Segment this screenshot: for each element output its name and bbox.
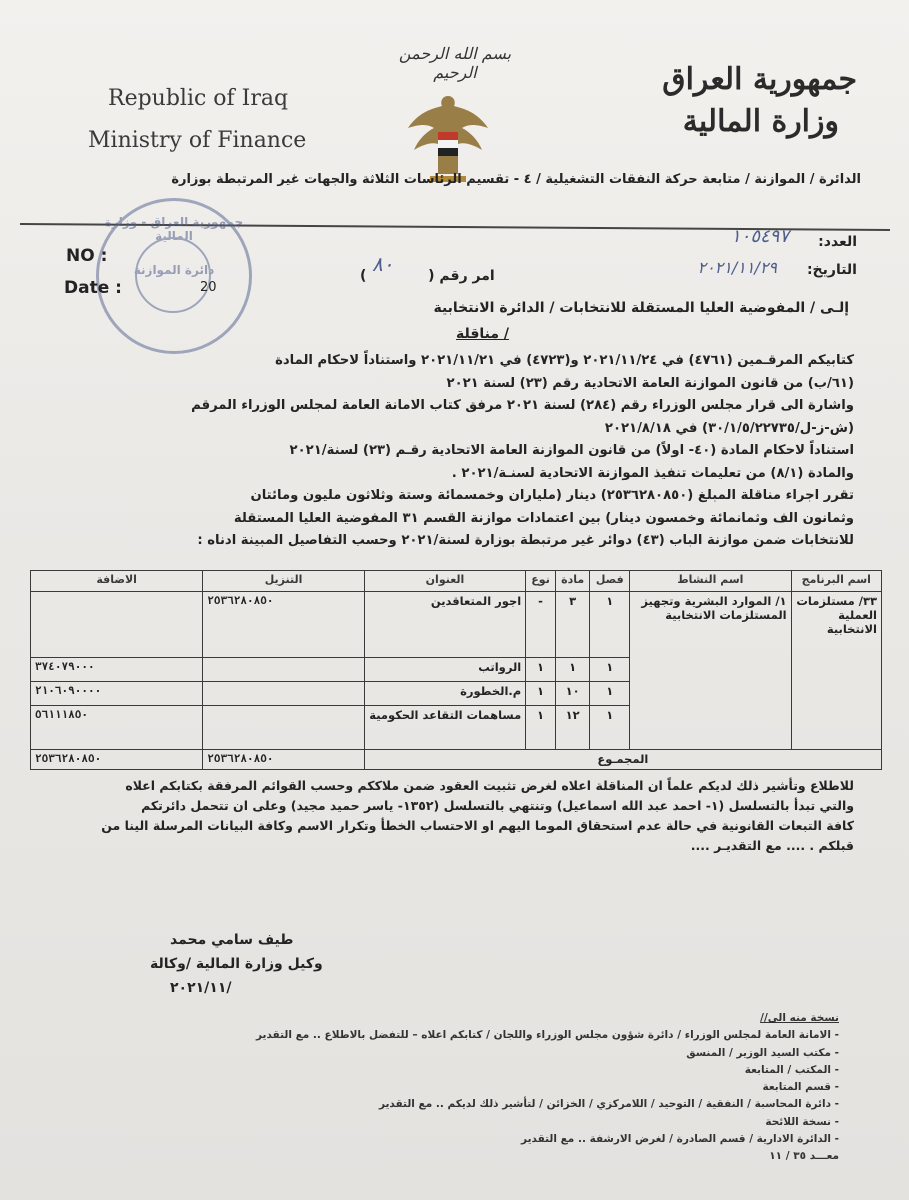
- cell-chapter: ١: [590, 682, 630, 706]
- table-header-row: [31, 571, 882, 592]
- col-activity: اسم النشاط: [630, 571, 791, 592]
- number-label-ar: العدد:: [818, 234, 857, 250]
- date-label: Date :: [64, 278, 122, 298]
- body-line: (ش-ز-ل/٣٠/١/٥/٢٢٧٣٥) في ٢٠٢١/٨/١٨: [604, 420, 854, 436]
- cell-title: م.الخطورة: [364, 682, 525, 706]
- cell-title: اجور المتعاقدين: [364, 592, 525, 658]
- col-program: اسم البرنامج: [791, 571, 881, 592]
- cell-program: ٣٣/ مستلزمات العملية الانتخابية: [791, 592, 881, 750]
- cell-down: [203, 658, 364, 682]
- body-line: (٦١/ب) من قانون الموازنة العامة الاتحادية رقم (٢٣) لسنة ٢٠٢١: [446, 375, 854, 391]
- copy-line: معـــد ٣٥ / ١١: [769, 1150, 839, 1163]
- body-line: والمادة (٨/١) من تعليمات تنفيذ الموازنة الاتحادية لسنـة/٢٠٢١ .: [451, 465, 854, 481]
- no-label: NO :: [66, 246, 108, 266]
- header-ar-country: جمهورية العراق: [662, 62, 857, 97]
- copy-line: - مكتب السيد الوزير / المنسق: [686, 1046, 839, 1059]
- cell-type: ١: [526, 706, 556, 750]
- order-number-value: ٨٠: [372, 252, 394, 276]
- cell-title: الرواتب: [364, 658, 525, 682]
- stamp-outer-text: جمهورية العراق - وزارة المالية: [104, 215, 244, 243]
- cell-down: [203, 706, 364, 750]
- col-title: العنوان: [364, 571, 525, 592]
- order-close: ): [360, 268, 367, 284]
- table-row: [31, 592, 882, 658]
- cell-article: ٣: [555, 592, 590, 658]
- col-add: الاضافة: [31, 571, 203, 592]
- header-ar-ministry: وزارة المالية: [682, 104, 839, 139]
- cell-article: ١٠: [555, 682, 590, 706]
- stamp-inner-text: دائرة الموازنة: [133, 263, 215, 277]
- basmala-calligraphy: بسم الله الرحمن الرحيم: [398, 44, 512, 82]
- copy-line: - نسخة اللائحة: [765, 1115, 839, 1128]
- body-line: واشارة الى قرار مجلس الوزراء رقم (٢٨٤) لسنة ٢٠٢١ مرفق كتاب الامانة العامة لمجلس الوزراء المرقم: [191, 398, 854, 413]
- total-down: ٢٥٣٦٢٨٠٨٥٠: [203, 750, 364, 770]
- col-article: مادة: [555, 571, 590, 592]
- date-suffix: 20: [200, 280, 217, 295]
- col-type: نوع: [526, 571, 556, 592]
- body-line: وثمانون الف وثمانمائة وخمسون دينار) بين اعتمادات موازنة القسم ٣١ المفوضية العليا المستقلة: [233, 510, 854, 526]
- header-en-ministry: Ministry of Finance: [88, 128, 307, 153]
- order-label: امر رقم (: [428, 268, 495, 284]
- closing-line: للاطلاع وتأشير ذلك لديكم علماً ان المناقلة اعلاه لغرض تثبيت العقود ضمن ملاككم وحسب القوائم المرفقة بكتابكم اعلاه: [125, 778, 854, 793]
- cell-type: ١: [526, 658, 556, 682]
- copy-line: - قسم المتابعة: [762, 1081, 839, 1094]
- copies-header: نسخة منه الى//: [760, 1012, 839, 1024]
- copies-list: [59, 1010, 839, 1166]
- body-line: استناداً لاحكام المادة (٤٠- اولاً) من قانون الموازنة العامة الاتحادية رقـم (٢٣) لسنة/٢٠٢١: [289, 443, 854, 458]
- cell-add: ٢١٠٦٠٩٠٠٠٠: [31, 682, 203, 706]
- recipient-line: إلـى / المفوضية العليا المستقلة للانتخابات / الدائرة الانتخابية: [433, 300, 849, 316]
- cell-type: -: [526, 592, 556, 658]
- signature-date: ٢٠٢١/١١/: [170, 980, 232, 996]
- table-total-row: [31, 750, 882, 770]
- body-line: كتابيكم المرقـمين (٤٧٦١) في ٢٠٢١/١١/٢٤ و(٤٧٢٣) في ٢٠٢١/١١/٢١ واستناداً لاحكام المادة: [275, 353, 854, 368]
- total-label: المجمـوع: [364, 750, 881, 770]
- ministry-stamp: [96, 198, 252, 354]
- header-en-country: Republic of Iraq: [108, 86, 289, 111]
- total-add: ٢٥٣٦٢٨٠٨٥٠: [31, 750, 203, 770]
- cell-add: ٣٧٤٠٧٩٠٠٠: [31, 658, 203, 682]
- body-line: تقرر اجراء مناقلة المبلغ (٢٥٣٦٢٨٠٨٥٠) دينار (ملياران وخمسمائة وستة وثلاثون مليون ومائتان: [250, 488, 854, 503]
- col-chapter: فصل: [590, 571, 630, 592]
- cell-chapter: ١: [590, 706, 630, 750]
- cell-chapter: ١: [590, 658, 630, 682]
- signatory-title: وكيل وزارة المالية /وكالة: [150, 956, 323, 972]
- cell-down: ٢٥٣٦٢٨٠٨٥٠: [203, 592, 364, 658]
- cell-article: ١: [555, 658, 590, 682]
- cell-add: [31, 592, 203, 658]
- copy-line: - الامانة العامة لمجلس الوزراء / دائرة شؤون مجلس الوزراء واللجان / كتابكم اعلاه – للتفضل بالاطلاع .. مع التقدير: [256, 1029, 839, 1042]
- number-value-ar: ١٠٥٤٩٧: [730, 226, 789, 247]
- date-label-ar: التاريخ:: [806, 262, 857, 278]
- department-line: الدائرة / الموازنة / متابعة حركة النفقات التشغيلية / ٤ - تقسيم الرئاسات الثلاثة والجهات غير المرتبطة بوزارة: [171, 172, 861, 187]
- signatory-name: طيف سامي محمد: [170, 932, 294, 948]
- closing-line: قبلكم . .... مع التقديـر ....: [690, 838, 854, 853]
- letter-body: [44, 350, 854, 553]
- cell-chapter: ١: [590, 592, 630, 658]
- transfer-table: [30, 570, 882, 770]
- body-line: للانتخابات ضمن موازنة الباب (٤٣) دوائر غير مرتبطة بوزارة لسنة/٢٠٢١ وحسب التفاصيل المبينة ادناه :: [197, 533, 854, 548]
- cell-type: ١: [526, 682, 556, 706]
- date-value-ar: ٢٠٢١/١١/٢٩: [697, 258, 777, 277]
- col-down: التنزيل: [203, 571, 364, 592]
- subject-line: / مناقلة: [456, 326, 509, 342]
- cell-title: مساهمات التقاعد الحكومية: [364, 706, 525, 750]
- closing-paragraph: [39, 776, 854, 856]
- closing-line: كافة التبعات القانونية في حالة عدم استحقاق الموما اليهم او الاحتساب الخطأ وتكرار الاسم وكافة البيانات المرسلة الينا من: [101, 818, 854, 833]
- copy-line: - المكتب / المتابعة: [744, 1063, 839, 1076]
- copy-line: - دائرة المحاسبة / النفقية / التوحيد / اللامركزي / الخزائن / لتأشير ذلك لديكم .. مع التقدير: [378, 1098, 839, 1111]
- closing-line: والتي تبدأ بالتسلسل (١- احمد عبد الله اسماعيل) وتنتهي بالتسلسل (١٣٥٢- ياسر حميد مجيد) وعلى ان تتحمل دائرتكم: [141, 798, 854, 813]
- copy-line: - الدائرة الادارية / قسم الصادرة / لغرض الارشفة .. مع التقدير: [521, 1133, 839, 1146]
- cell-activity: ١/ الموارد البشرية وتجهيز المستلزمات الانتخابية: [630, 592, 791, 750]
- order-number: [360, 268, 495, 284]
- cell-down: [203, 682, 364, 706]
- cell-article: ١٢: [555, 706, 590, 750]
- cell-add: ٥٦١١١٨٥٠: [31, 706, 203, 750]
